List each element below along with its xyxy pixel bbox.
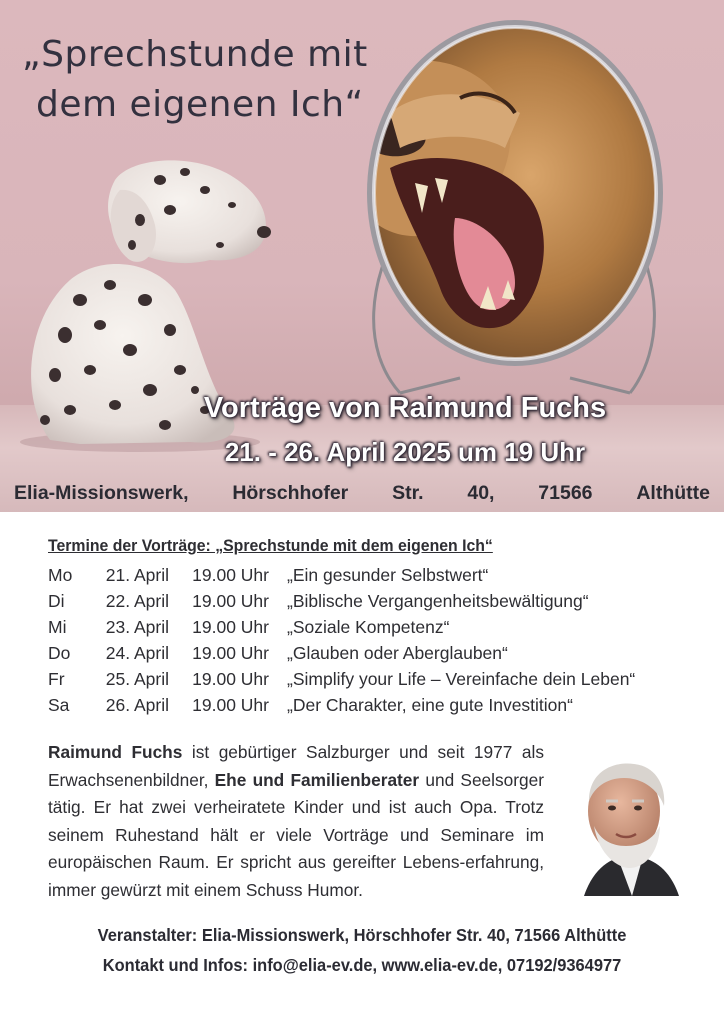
bio-text-1: ist gebürtiger Salzburger und seit 1977 als Erwachsenenbildner, [48, 742, 544, 790]
schedule-row [48, 640, 688, 666]
address-part: Elia-Missionswerk, [14, 481, 189, 504]
schedule-date: 23. April [105, 617, 169, 637]
hero-title-line2: dem eigenen Ich“ [36, 84, 364, 125]
schedule-time: 19.00 Uhr [192, 669, 269, 689]
address-part: 40, [467, 481, 495, 504]
footer [0, 920, 724, 980]
schedule-time: 19.00 Uhr [192, 643, 269, 663]
schedule-title: „Biblische Vergangenheitsbewältigung“ [287, 591, 589, 611]
bio-text-2: und Seelsorger tätig. Er hat zwei verheiratete Kinder und ist auch Opa. Trotz seinem Ruhestand hält er viele Vorträge und Seminare im europäischen Raum. Er spricht aus gereifter Lebens-erfahrung, immer gewürzt mit einem Schuss Humor. [48, 769, 544, 900]
schedule-title: „Der Charakter, eine gute Investition“ [287, 695, 573, 715]
schedule-title: „Glauben oder Aberglauben“ [287, 643, 508, 663]
schedule-title: „Ein gesunder Selbstwert“ [287, 565, 489, 585]
schedule-time: 19.00 Uhr [192, 565, 269, 585]
schedule-time: 19.00 Uhr [192, 695, 269, 715]
schedule-date: 24. April [105, 643, 169, 663]
event-dates: 21. - 26. April 2025 um 19 Uhr [224, 437, 586, 467]
hero-title-line1: „Sprechstunde mit [22, 34, 368, 75]
schedule-date: 22. April [105, 591, 169, 611]
schedule-title: „Soziale Kompetenz“ [287, 617, 450, 637]
mirror-lion-image [330, 18, 670, 408]
speaker-name: Raimund Fuchs [48, 742, 183, 762]
schedule-row [48, 666, 688, 692]
schedule-time: 19.00 Uhr [192, 591, 269, 611]
schedule-day: Di [48, 591, 65, 611]
venue-address [14, 478, 710, 508]
schedule-row [48, 692, 688, 718]
schedule-row [48, 588, 688, 614]
address-part: 71566 [538, 481, 593, 504]
schedule-heading: Termine der Vorträge: „Sprechstunde mit dem eigenen Ich“ [48, 536, 493, 555]
address-part: Str. [392, 481, 424, 504]
schedule-day: Do [48, 643, 71, 663]
schedule-date: 21. April [105, 565, 169, 585]
address-part: Hörschhofer [232, 481, 349, 504]
speaker-portrait [574, 756, 684, 896]
schedule-row [48, 562, 688, 588]
schedule-time: 19.00 Uhr [192, 617, 269, 637]
schedule-date: 25. April [105, 669, 169, 689]
speaker-bio [48, 739, 544, 904]
organizer-line: Veranstalter: Elia-Missionswerk, Hörschhofer Str. 40, 71566 Althütte [97, 925, 627, 945]
contact-line: Kontakt und Infos: info@elia-ev.de, www.elia-ev.de, 07192/9364977 [102, 955, 622, 975]
schedule-day: Sa [48, 695, 70, 715]
lecture-schedule [48, 536, 688, 718]
schedule-day: Mi [48, 617, 67, 637]
schedule-day: Mo [48, 565, 73, 585]
schedule-date: 26. April [105, 695, 169, 715]
schedule-title: „Simplify your Life – Vereinfache dein Leben“ [287, 669, 636, 689]
speaker-role: Ehe und Familienberater [214, 769, 420, 790]
schedule-row [48, 614, 688, 640]
schedule-day: Fr [48, 669, 65, 689]
address-part: Althütte [636, 481, 710, 504]
headline: Vorträge von Raimund Fuchs [203, 392, 607, 424]
